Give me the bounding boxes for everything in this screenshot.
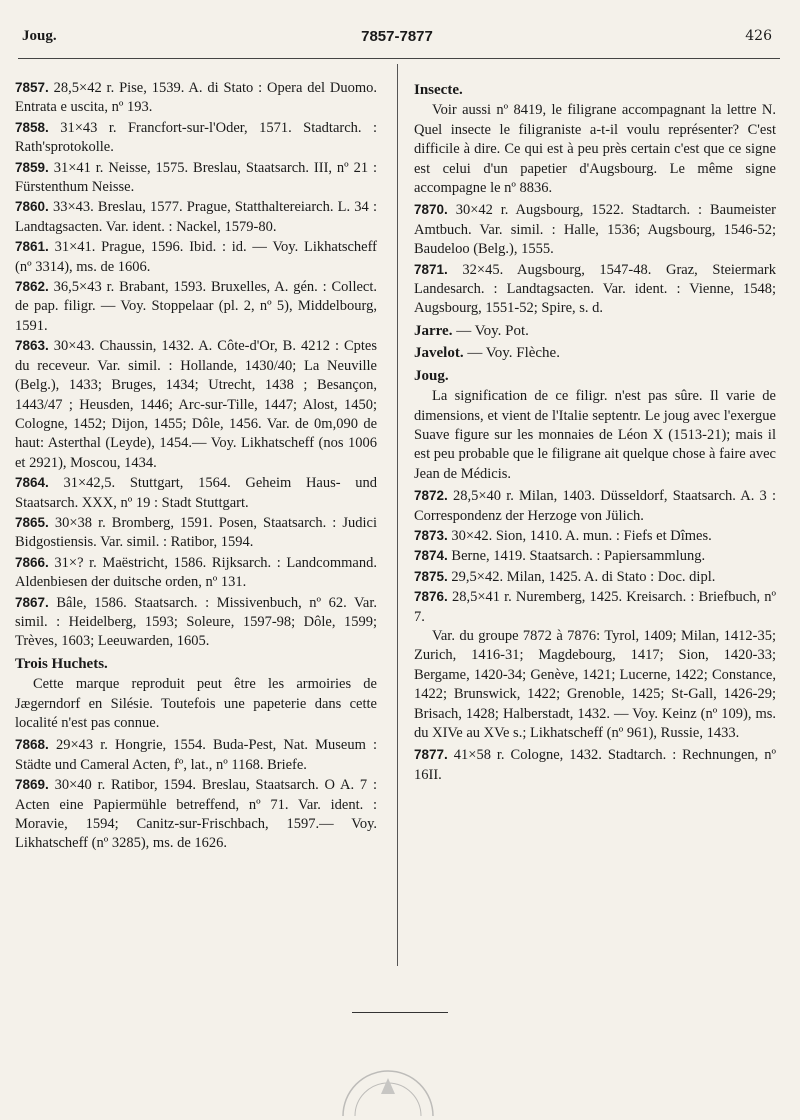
entry-number: 7857.: [15, 80, 49, 95]
variants-paragraph: Var. du groupe 7872 à 7876: Tyrol, 1409; Milan, 1412-35; Zurich, 1416-31; Magdebourg, 1417; Sion, 1420-33; Bergame, 1420-34; Genève, 1421; Lucerne, 1422; Constance, 1422; Brunswick, 1422; Grenoble, 1425; St-Gall, 1426-29; Brisach, 1428; Halberstadt, 1432. — Voy. Keinz (nº 109), ms. du XIVe au XVe s.; Likhatscheff (nº 961), Russie, 1433.: [414, 627, 776, 741]
catalog-entry: [15, 473, 377, 513]
entry-text: 31×42,5. Stuttgart, 1564. Geheim Haus- und Staatsarch. XXX, nº 19 : Stadt Stuttgart.: [15, 475, 378, 511]
entry-text: Berne, 1419. Staatsarch. : Papiersammlung.: [451, 548, 706, 565]
entry-number: 7862.: [15, 279, 49, 295]
right-column: [414, 78, 776, 785]
catalog-entry: [15, 336, 377, 473]
entry-number: 7866.: [15, 554, 49, 570]
catalog-entry: [15, 775, 377, 854]
running-title: Joug.: [22, 28, 57, 44]
entry-number: 7861.: [15, 239, 49, 255]
section-heading-javelot: [414, 344, 776, 363]
entry-text: 30×40 r. Ratibor, 1594. Breslau, Staatsarch. O A. 7 : Acten eine Papiermühle betreffend, nº 71. Var. ident. : Moravie, 1594; Canitz-sur-Frischbach, 1597.— Voy. Likhatscheff (nº 3285), ms. de 1626.: [15, 777, 378, 852]
entry-number: 7872.: [414, 488, 448, 504]
entry-text: 31×41. Prague, 1596. Ibid. : id. — Voy. Likhatscheff (nº 3314), ms. de 1606.: [15, 239, 378, 275]
entry-text: 41×58 r. Cologne, 1432. Stadtarch. : Rechnungen, nº 16II.: [414, 747, 776, 783]
entry-text: 36,5×43 r. Brabant, 1593. Bruxelles, A. gén. : Collect. de pap. filigr. — Voy. Stoppelaar (pl. 2, nº 5), Middelbourg, 1591.: [15, 279, 378, 334]
entry-text: 32×45. Augsbourg, 1547-48. Graz, Steiermark Landesarch. : Landtagsacten. Var. ident. : Vienne, 1548; Augsbourg, 1551-52; Spire, s. d.: [414, 261, 776, 317]
catalog-entry: [15, 118, 377, 158]
entry-number: 7876.: [414, 589, 448, 605]
catalog-entry: [15, 513, 377, 553]
entry-number: 7863.: [15, 338, 49, 354]
catalog-entry: [414, 200, 776, 259]
entry-text: 30×42 r. Augsbourg, 1522. Stadtarch. : Baumeister Amtbuch. Var. simil. : Halle, 1536; Augsbourg, 1546-52; Baudeloo (Belg.), 1555.: [414, 202, 776, 258]
javelot-heading: Javelot.: [414, 345, 464, 362]
trois-huchets-paragraph: Cette marque reproduit peut être les armoiries de Jægerndorf en Silésie. Toutefois une papeterie dans cette localité n'est pas connue.: [15, 676, 377, 731]
catalog-entry: [414, 526, 776, 546]
entry-text: 31×? r. Maëstricht, 1586. Rijksarch. : Landcommand. Aldenbiesen der duitsche orden, nº 131.: [15, 554, 377, 591]
page-header: [22, 28, 772, 52]
joug-paragraph: La signification de ce filigr. n'est pas sûre. Il varie de dimensions, et vient de l'Italie septentr. Le joug avec l'exergue Suave figure sur les monnaies de Léon X (1513-21); mais il est peu probable que le filigrane ait quelque chose à faire avec Jean de Médicis.: [414, 388, 776, 482]
section-heading-jarre: [414, 322, 776, 341]
catalog-entry: [414, 486, 776, 526]
entry-text: 29×43 r. Hongrie, 1554. Buda-Pest, Nat. Museum : Städte und Cameral Acten, fº, lat., nº 1168. Briefe.: [15, 737, 378, 773]
catalog-entry: [15, 197, 377, 237]
entry-number: 7860.: [15, 199, 49, 215]
section-heading-joug: Joug.: [414, 367, 449, 384]
library-stamp-icon: [333, 1060, 443, 1116]
section-heading-insecte: Insecte.: [414, 82, 463, 98]
catalog-entry: [414, 745, 776, 785]
entry-range: 7857-7877: [361, 28, 433, 45]
section-heading-trois-huchets: Trois Huchets.: [15, 655, 108, 672]
insecte-paragraph: Voir aussi nº 8419, le filigrane accompagnant la lettre N. Quel insecte le filigraniste a-t-il voulu représenter? C'est difficile à dire. Ce qui est à peu près certain c'est que ce signe est celui d'un papetier d'Augsbourg. Le même signe accompagne le nº 8836.: [414, 102, 776, 197]
jarre-reference: — Voy. Pot.: [456, 322, 529, 339]
entry-text: 29,5×42. Milan, 1425. A. di Stato : Doc. dipl.: [451, 568, 716, 585]
catalog-entry: [15, 553, 377, 593]
header-rule: [18, 58, 780, 59]
catalog-entry: [15, 158, 377, 198]
entry-text: 33×43. Breslau, 1577. Prague, Statthaltereiarch. L. 34 : Landtagsacten. Var. ident. : Nackel, 1579-80.: [15, 199, 377, 235]
entry-number: 7869.: [15, 777, 49, 793]
entry-number: 7874.: [414, 548, 448, 564]
left-column: [15, 78, 377, 854]
entry-number: 7871.: [414, 261, 448, 277]
javelot-reference: — Voy. Flèche.: [467, 345, 560, 362]
page-number: 426: [745, 28, 772, 44]
entry-text: Bâle, 1586. Staatsarch. : Missivenbuch, nº 62. Var. simil. : Heidelberg, 1593; Soleure, 1597-98; Dôle, 1599; Trèves, 1603; Leeuwarden, 1605.: [15, 594, 378, 650]
entry-number: 7859.: [15, 159, 49, 175]
catalog-entry: [414, 546, 776, 566]
entry-text: 30×38 r. Bromberg, 1591. Posen, Staatsarch. : Judici Bidgostiensis. Var. simil. : Ratibor, 1594.: [15, 514, 377, 551]
entry-text: 31×41 r. Neisse, 1575. Breslau, Staatsarch. III, nº 21 : Fürstenthum Neisse.: [15, 159, 377, 196]
entry-number: 7877.: [414, 747, 448, 763]
catalog-entry: [15, 237, 377, 277]
catalog-entry: [414, 587, 776, 627]
column-divider: [397, 64, 398, 966]
catalog-entry: [15, 735, 377, 775]
entry-number: 7875.: [414, 568, 448, 584]
catalog-entry: [15, 593, 377, 652]
entry-text: 28,5×41 r. Nuremberg, 1425. Kreisarch. : Briefbuch, nº 7.: [414, 589, 776, 625]
entry-number: 7870.: [414, 202, 448, 218]
entry-number: 7864.: [15, 475, 49, 491]
catalog-entry: [414, 260, 776, 319]
entry-text: 28,5×40 r. Milan, 1403. Düsseldorf, Staatsarch. A. 3 : Correspondenz der Herzoge von Jülich.: [414, 488, 777, 524]
entry-text: 31×43 r. Francfort-sur-l'Oder, 1571. Stadtarch. : Rath'sprotokolle.: [15, 119, 377, 156]
bottom-rule: [352, 1012, 448, 1013]
entry-number: 7867.: [15, 594, 49, 610]
jarre-heading: Jarre.: [414, 322, 453, 339]
entry-text: 30×43. Chaussin, 1432. A. Côte-d'Or, B. 4212 : Cptes du receveur. Var. simil. : Hollande, 1430/40; La Neuville (Belg.), 1433; Bruges, 1434; Utrecht, 1438 ; Besançon, 1443/47 ; Heusden, 1446; Arc-sur-Tille, 1447; Alost, 1450; Cologne, 1452; Dijon, 1455; Dôle, 1456. Var. de 0m,090 de haut: Asterthal (Leyde), 1454.— Voy. Likhatscheff (nos 1006 et 2921), Moscou, 1434.: [15, 338, 378, 471]
entry-text: 28,5×42 r. Pise, 1539. A. di Stato : Opera del Duomo. Entrata e uscita, nº 193.: [15, 80, 377, 116]
catalog-entry: [15, 277, 377, 336]
entry-text: 30×42. Sion, 1410. A. mun. : Fiefs et Dîmes.: [451, 527, 712, 544]
catalog-entry: [15, 78, 377, 118]
entry-number: 7873.: [414, 527, 448, 543]
entry-number: 7858.: [15, 119, 49, 135]
entry-number: 7868.: [15, 737, 49, 753]
catalog-entry: [414, 567, 776, 587]
entry-number: 7865.: [15, 514, 49, 530]
